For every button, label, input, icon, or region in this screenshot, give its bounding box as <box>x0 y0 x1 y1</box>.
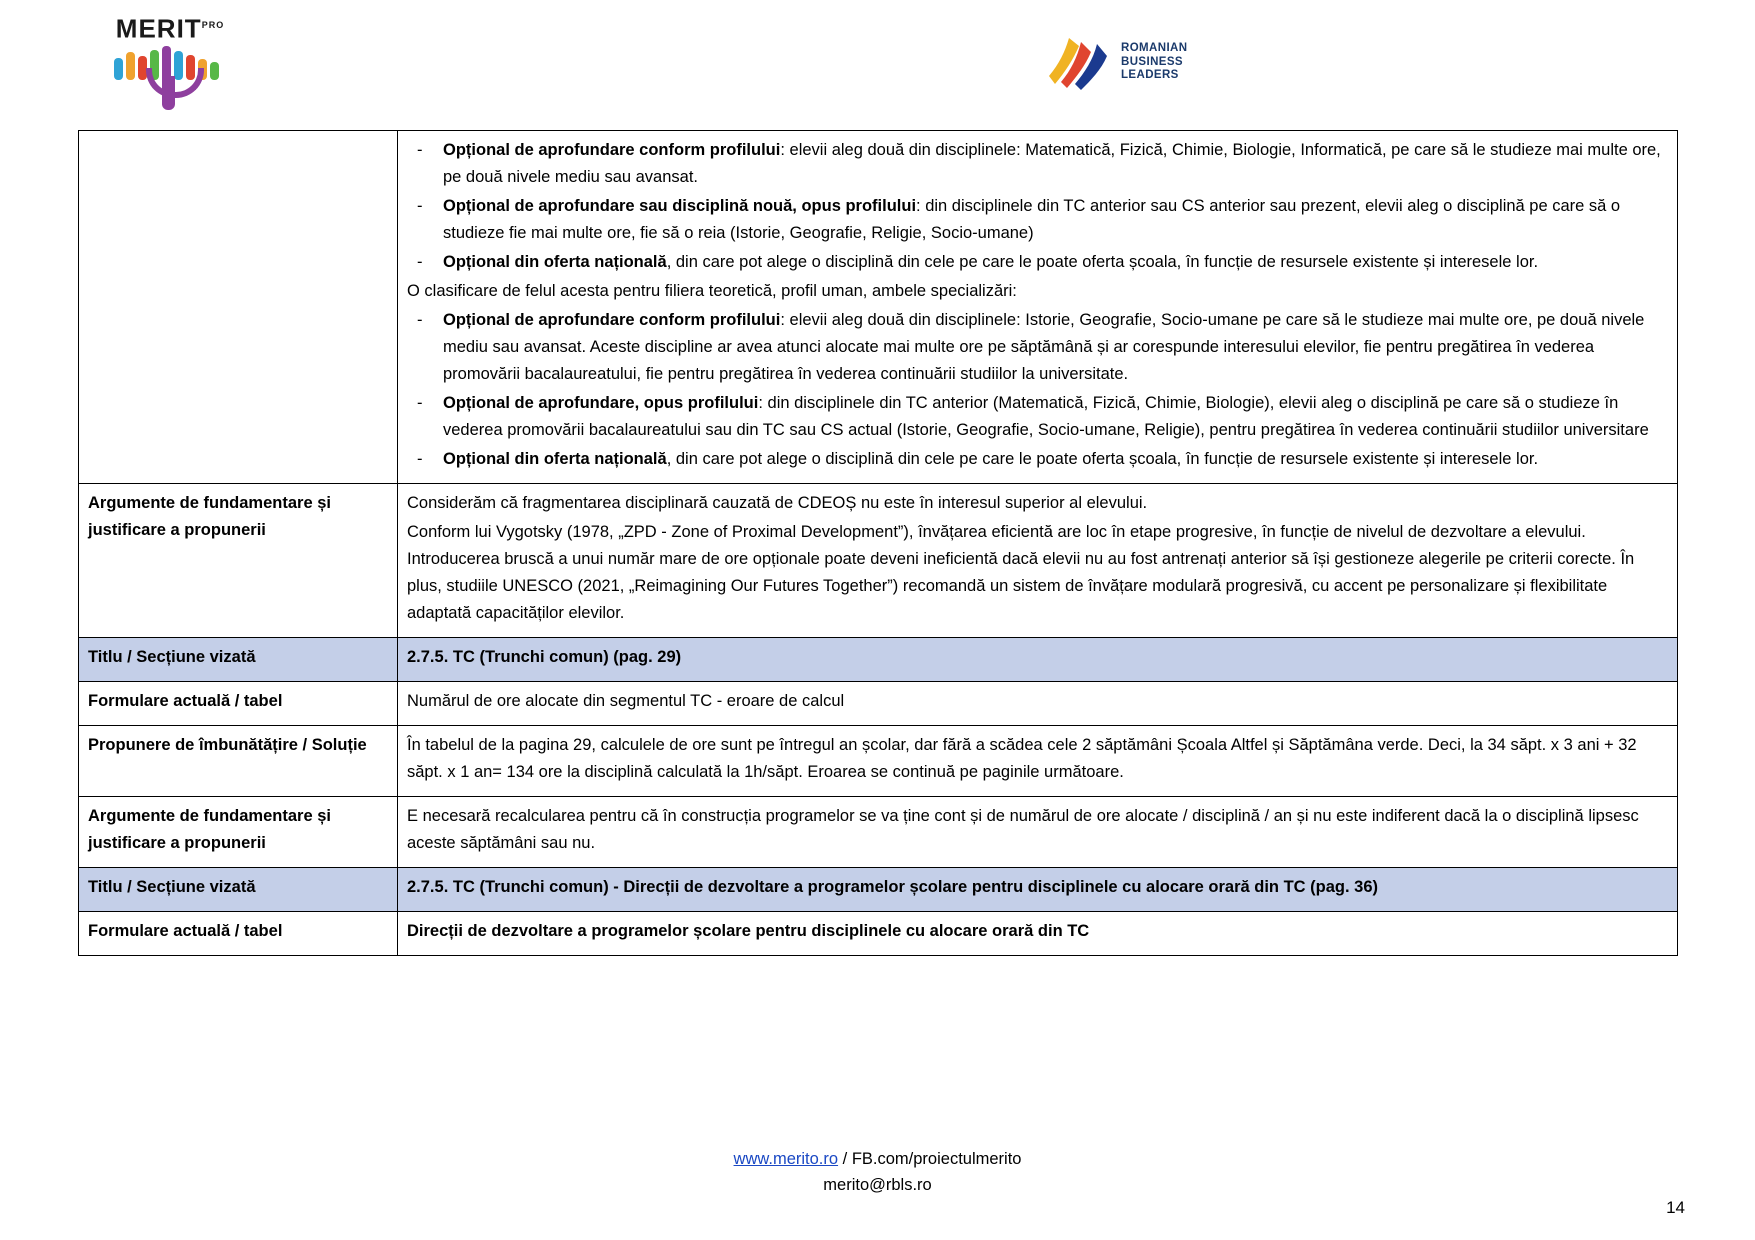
rbl-line-1: ROMANIAN <box>1121 42 1188 54</box>
paragraph: 2.7.5. TC (Trunchi comun) (pag. 29) <box>407 648 682 666</box>
list-item-term: Opțional de aprofundare sau disciplină nouă, opus profilului <box>443 197 917 215</box>
list-item-term: Opțional de aprofundare, opus profilului <box>443 394 759 412</box>
list-item-term: Opțional din oferta națională <box>443 450 667 468</box>
website-link[interactable]: www.merito.ro <box>733 1150 839 1168</box>
page-header <box>0 8 1755 108</box>
dash-list <box>407 307 1668 473</box>
rbl-line-2: BUSINESS <box>1121 55 1183 68</box>
row-label: Argumente de fundamentare și justificare a propunerii <box>79 484 398 638</box>
list-item-text: : elevii aleg două din disciplinele: Istorie, Geografie, Socio-umane pe care să le studieze mai multe ore, pe două nivele mediu sau avansat. Aceste discipline ar avea atunci alocate mai multe ore pe săptămână și ar corespunde interesului elevilor, fie pentru pregătirea în vederea promovării bacalaureatului, fie pentru pregătirea în vederea continuării studiilor la universitate. <box>443 311 1645 383</box>
row-content <box>398 912 1678 956</box>
list-item <box>407 307 1668 388</box>
dash-list <box>407 137 1668 276</box>
page-number: 14 <box>1666 1198 1685 1217</box>
paragraph: O clasificare de felul acesta pentru filiera teoretică, profil uman, ambele specializări: <box>407 282 1017 300</box>
paragraph: 2.7.5. TC (Trunchi comun) - Direcții de dezvoltare a programelor școlare pentru disciplinele cu alocare orară din TC (pag. 36) <box>407 878 1379 896</box>
list-item <box>407 249 1668 276</box>
footer-email: merito@rbls.ro <box>823 1176 932 1194</box>
table-row <box>79 682 1678 726</box>
table-row <box>79 868 1678 912</box>
row-label <box>79 131 398 484</box>
people-group-icon <box>100 46 240 102</box>
row-label: Argumente de fundamentare și justificare a propunerii <box>79 797 398 868</box>
list-item-text: : din disciplinele din TC anterior (Matematică, Fizică, Chimie, Biologie), elevii aleg o disciplină pe care să o studieze în vederea promovării bacalaureatului sau din TC sau CS actual (Istorie, Geografie, Socio-umane, Religie), pentru pregătirea în vederea continuării studiilor universitare <box>443 394 1649 439</box>
footer-links-line <box>0 1146 1755 1172</box>
merito-wordmark-superscript: PRO <box>201 20 225 30</box>
row-label: Titlu / Secțiune vizată <box>79 868 398 912</box>
page-footer <box>0 1146 1755 1198</box>
table-row <box>79 797 1678 868</box>
paragraph: În tabelul de la pagina 29, calculele de ore sunt pe întregul an școlar, dar fără a scădea cele 2 săptămâni Școala Altfel și Săptămâna verde. Deci, la 34 săpt. x 3 ani + 32 săpt. x 1 an= 134 ore la disciplină calculată la 1h/săpt. Eroarea se continuă pe paginile următoare. <box>407 736 1637 781</box>
paragraph: Considerăm că fragmentarea disciplinară cauzată de CDEOȘ nu este în interesul superior al elevului. <box>407 494 1148 512</box>
table-row <box>79 484 1678 638</box>
row-label: Formulare actuală / tabel <box>79 682 398 726</box>
rbl-wordmark <box>1121 42 1187 83</box>
list-item-text: : elevii aleg două din disciplinele: Matematică, Fizică, Chimie, Biologie, Informatică, pe care să le studieze mai multe ore, pe două nivele mediu sau avansat. <box>443 141 1661 186</box>
rbl-logo <box>1045 26 1225 96</box>
list-item-text: , din care pot alege o disciplină din cele pe care le poate oferta școala, în funcție de resursele existente și interesele lor. <box>666 450 1539 468</box>
row-content <box>398 726 1678 797</box>
merito-wordmark-text: MERIT <box>115 13 202 44</box>
list-item-term: Opțional din oferta națională <box>443 253 667 271</box>
paragraph: Direcții de dezvoltare a programelor școlare pentru disciplinele cu alocare orară din TC <box>407 922 1090 940</box>
list-item-text: : din disciplinele din TC anterior sau CS anterior sau prezent, elevii aleg o disciplină pe care să o studieze fie mai multe ore, fie să o reia (Istorie, Geografie, Religie, Socio-umane) <box>443 197 1621 242</box>
footer-separator: / <box>838 1150 852 1168</box>
facebook-link: FB.com/proiectulmerito <box>851 1150 1022 1168</box>
row-content <box>398 682 1678 726</box>
row-content <box>398 797 1678 868</box>
merito-wordmark <box>100 12 240 42</box>
row-content <box>398 868 1678 912</box>
list-item-term: Opțional de aprofundare conform profilului <box>443 141 781 159</box>
table-row <box>79 726 1678 797</box>
row-label: Formulare actuală / tabel <box>79 912 398 956</box>
table-row <box>79 912 1678 956</box>
row-content <box>398 484 1678 638</box>
list-item <box>407 137 1668 191</box>
list-item <box>407 446 1668 473</box>
merito-logo <box>100 12 240 104</box>
row-content <box>398 638 1678 682</box>
list-item-term: Opțional de aprofundare conform profilului <box>443 311 781 329</box>
proposal-table <box>78 130 1678 956</box>
list-item <box>407 193 1668 247</box>
row-content <box>398 131 1678 484</box>
paragraph: Numărul de ore alocate din segmentul TC - eroare de calcul <box>407 692 845 710</box>
rbl-arrows-icon <box>1045 32 1111 90</box>
row-label: Titlu / Secțiune vizată <box>79 638 398 682</box>
rbl-line-3: LEADERS <box>1121 69 1179 81</box>
list-item-text: , din care pot alege o disciplină din cele pe care le poate oferta școala, în funcție de resursele existente și interesele lor. <box>666 253 1539 271</box>
row-label: Propunere de îmbunătățire / Soluție <box>79 726 398 797</box>
table-row <box>79 131 1678 484</box>
paragraph: Conform lui Vygotsky (1978, „ZPD - Zone of Proximal Development”), învățarea eficientă are loc în etape progresive, în funcție de nivelul de dezvoltare a elevului. Introducerea bruscă a unui număr mare de ore opționale poate deveni ineficientă dacă elevii nu au fost antrenați anterior să își gestioneze alegerile pe criterii corecte. În plus, studiile UNESCO (2021, „Reimagining Our Futures Together”) recomandă un sistem de învățare modulară progresivă, cu accent pe personalizare și flexibilitate adaptată capacităților elevilor. <box>407 523 1635 622</box>
table-row <box>79 638 1678 682</box>
list-item <box>407 390 1668 444</box>
paragraph: E necesară recalcularea pentru că în construcția programelor se va ține cont și de numărul de ore alocate / disciplină / an și nu este indiferent dacă la o disciplină lipsesc aceste săptămâni sau nu. <box>407 807 1639 852</box>
